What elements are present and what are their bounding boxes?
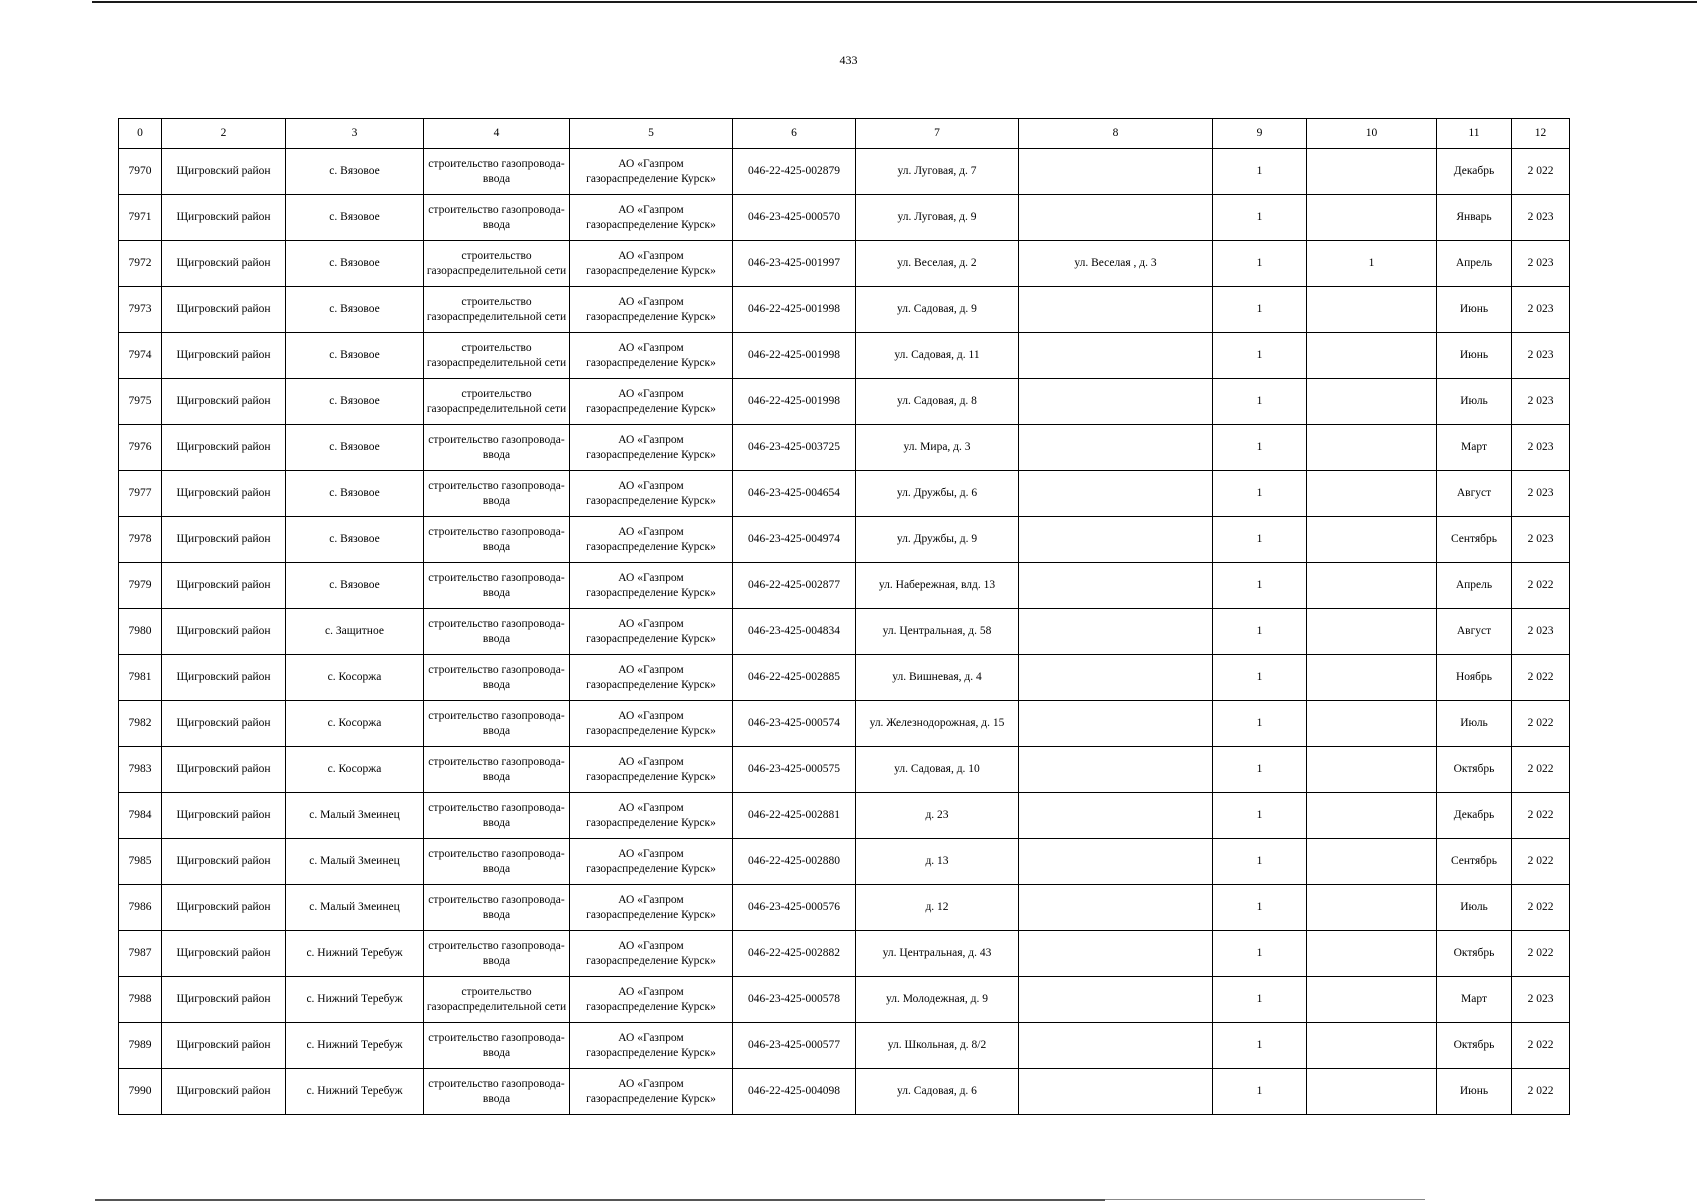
table-cell: с. Вязовое [286, 517, 424, 563]
table-cell: 1 [1213, 655, 1307, 701]
table-cell: строительство газопровода-ввода [424, 655, 570, 701]
table-cell: ул. Луговая, д. 9 [856, 195, 1019, 241]
table-cell: 7983 [119, 747, 162, 793]
table-cell: с. Вязовое [286, 333, 424, 379]
table-cell: 7970 [119, 149, 162, 195]
table-cell [1019, 333, 1213, 379]
table-cell: строительство газопровода-ввода [424, 195, 570, 241]
table-cell: 1 [1213, 425, 1307, 471]
table-cell: Октябрь [1437, 1023, 1512, 1069]
table-cell: 2 022 [1512, 1069, 1570, 1115]
table-cell: строительство газораспределительной сети [424, 379, 570, 425]
table-row [119, 747, 1570, 793]
table-cell: с. Нижний Теребуж [286, 1069, 424, 1115]
table-cell: ул. Веселая, д. 2 [856, 241, 1019, 287]
table-cell: Щигровский район [162, 747, 286, 793]
table-cell: строительство газопровода-ввода [424, 747, 570, 793]
table-cell: 7987 [119, 931, 162, 977]
table-cell: Щигровский район [162, 701, 286, 747]
table-body [119, 149, 1570, 1115]
table-row [119, 885, 1570, 931]
table-cell: 1 [1213, 241, 1307, 287]
table-cell: Декабрь [1437, 793, 1512, 839]
table-cell: 7990 [119, 1069, 162, 1115]
table-cell: 1 [1213, 517, 1307, 563]
table-cell: с. Косоржа [286, 701, 424, 747]
table-cell: 046-23-425-001997 [733, 241, 856, 287]
table-cell [1307, 747, 1437, 793]
table-cell: ул. Садовая, д. 11 [856, 333, 1019, 379]
table-cell: АО «Газпром газораспределение Курск» [570, 609, 733, 655]
column-header: 12 [1512, 119, 1570, 149]
table-cell: строительство газопровода-ввода [424, 149, 570, 195]
table-cell: 2 023 [1512, 609, 1570, 655]
table-cell: строительство газопровода-ввода [424, 471, 570, 517]
table-cell [1019, 1069, 1213, 1115]
table-cell [1307, 471, 1437, 517]
table-cell: ул. Железнодорожная, д. 15 [856, 701, 1019, 747]
table-cell: АО «Газпром газораспределение Курск» [570, 333, 733, 379]
table-cell [1307, 563, 1437, 609]
table-cell: ул. Садовая, д. 6 [856, 1069, 1019, 1115]
table-cell [1307, 195, 1437, 241]
table-cell: Щигровский район [162, 379, 286, 425]
table-cell: Июль [1437, 379, 1512, 425]
table-cell: 7972 [119, 241, 162, 287]
table-cell: ул. Садовая, д. 10 [856, 747, 1019, 793]
table-cell: 1 [1213, 609, 1307, 655]
table-cell: 046-22-425-002877 [733, 563, 856, 609]
table-cell: 046-22-425-004098 [733, 1069, 856, 1115]
table-cell: 7988 [119, 977, 162, 1023]
table-cell: Март [1437, 425, 1512, 471]
table-cell: 046-23-425-000576 [733, 885, 856, 931]
table-cell: 1 [1213, 701, 1307, 747]
table-cell: АО «Газпром газораспределение Курск» [570, 1023, 733, 1069]
table-cell [1307, 333, 1437, 379]
table-cell: АО «Газпром газораспределение Курск» [570, 287, 733, 333]
column-header: 9 [1213, 119, 1307, 149]
table-cell: 046-23-425-003725 [733, 425, 856, 471]
table-cell: 046-23-425-004974 [733, 517, 856, 563]
table-cell: строительство газопровода-ввода [424, 839, 570, 885]
table-cell: 2 023 [1512, 977, 1570, 1023]
table-row [119, 793, 1570, 839]
table-cell [1307, 609, 1437, 655]
table-cell: 046-23-425-000575 [733, 747, 856, 793]
table-cell: 2 022 [1512, 563, 1570, 609]
table-cell [1307, 149, 1437, 195]
table-cell: строительство газораспределительной сети [424, 287, 570, 333]
table-cell: 2 023 [1512, 241, 1570, 287]
table-cell: Июнь [1437, 333, 1512, 379]
table-cell [1307, 701, 1437, 747]
table-cell: Щигровский район [162, 885, 286, 931]
table-cell [1307, 287, 1437, 333]
table-cell: АО «Газпром газораспределение Курск» [570, 793, 733, 839]
table-cell: 2 022 [1512, 1023, 1570, 1069]
table-row [119, 1069, 1570, 1115]
table-cell: строительство газораспределительной сети [424, 241, 570, 287]
table-cell: Щигровский район [162, 149, 286, 195]
table-cell: Щигровский район [162, 287, 286, 333]
table-cell: АО «Газпром газораспределение Курск» [570, 747, 733, 793]
table-cell: Щигровский район [162, 471, 286, 517]
table-cell: с. Вязовое [286, 471, 424, 517]
table-cell: строительство газопровода-ввода [424, 563, 570, 609]
table-cell [1019, 655, 1213, 701]
table-cell: 046-23-425-004654 [733, 471, 856, 517]
table-cell: АО «Газпром газораспределение Курск» [570, 885, 733, 931]
table-cell: 2 023 [1512, 379, 1570, 425]
table-row [119, 287, 1570, 333]
table-cell: ул. Веселая , д. 3 [1019, 241, 1213, 287]
table-cell: Щигровский район [162, 241, 286, 287]
page-number: 433 [839, 53, 858, 67]
table-cell: 2 023 [1512, 195, 1570, 241]
table-cell: Август [1437, 609, 1512, 655]
table-cell: 7980 [119, 609, 162, 655]
table-cell: 7974 [119, 333, 162, 379]
table-cell: 1 [1213, 1069, 1307, 1115]
table-cell: Щигровский район [162, 425, 286, 471]
table-cell: Август [1437, 471, 1512, 517]
table-cell: Щигровский район [162, 195, 286, 241]
table-cell [1307, 1069, 1437, 1115]
table-cell: 7986 [119, 885, 162, 931]
table-cell: ул. Вишневая, д. 4 [856, 655, 1019, 701]
table-cell [1019, 563, 1213, 609]
table-cell: 046-22-425-002879 [733, 149, 856, 195]
table-cell: 2 022 [1512, 931, 1570, 977]
table-cell [1019, 517, 1213, 563]
table-row [119, 517, 1570, 563]
table-cell: Июль [1437, 885, 1512, 931]
table-cell: 7982 [119, 701, 162, 747]
table-cell [1307, 1023, 1437, 1069]
table-cell: с. Вязовое [286, 563, 424, 609]
table-cell: 2 022 [1512, 655, 1570, 701]
table-cell [1307, 425, 1437, 471]
table-cell: 046-23-425-000577 [733, 1023, 856, 1069]
table-cell: строительство газопровода-ввода [424, 885, 570, 931]
table-cell: АО «Газпром газораспределение Курск» [570, 655, 733, 701]
table-cell: Апрель [1437, 241, 1512, 287]
table-cell [1019, 977, 1213, 1023]
table-cell: строительство газораспределительной сети [424, 977, 570, 1023]
table-cell: 046-22-425-001998 [733, 333, 856, 379]
table-cell [1019, 195, 1213, 241]
table-cell: 1 [1213, 471, 1307, 517]
table-cell: Октябрь [1437, 747, 1512, 793]
table-cell: с. Вязовое [286, 379, 424, 425]
table-cell: Щигровский район [162, 793, 286, 839]
table-cell: 2 023 [1512, 471, 1570, 517]
table-cell: Апрель [1437, 563, 1512, 609]
table-cell: АО «Газпром газораспределение Курск» [570, 839, 733, 885]
table-cell: АО «Газпром газораспределение Курск» [570, 563, 733, 609]
table-cell: с. Вязовое [286, 287, 424, 333]
table-cell: Щигровский район [162, 609, 286, 655]
table-cell: 1 [1213, 793, 1307, 839]
table-cell: с. Вязовое [286, 425, 424, 471]
table-cell: АО «Газпром газораспределение Курск» [570, 241, 733, 287]
table-cell: 1 [1213, 977, 1307, 1023]
table-cell: ул. Набережная, влд. 13 [856, 563, 1019, 609]
table-cell [1019, 471, 1213, 517]
table-cell: 1 [1213, 747, 1307, 793]
header-row [119, 119, 1570, 149]
table-cell [1019, 1023, 1213, 1069]
table-cell: 7978 [119, 517, 162, 563]
table-cell: строительство газопровода-ввода [424, 1069, 570, 1115]
table-cell: ул. Центральная, д. 43 [856, 931, 1019, 977]
column-header: 7 [856, 119, 1019, 149]
table-cell: 046-22-425-002881 [733, 793, 856, 839]
table-cell: с. Вязовое [286, 195, 424, 241]
table-header [119, 119, 1570, 149]
table-cell: Щигровский район [162, 333, 286, 379]
table-cell: д. 23 [856, 793, 1019, 839]
table-cell: строительство газопровода-ввода [424, 425, 570, 471]
table-cell: 2 023 [1512, 287, 1570, 333]
table-cell: 2 023 [1512, 425, 1570, 471]
table-cell: ул. Молодежная, д. 9 [856, 977, 1019, 1023]
table-cell: строительство газопровода-ввода [424, 609, 570, 655]
table-row [119, 425, 1570, 471]
table-cell: Щигровский район [162, 655, 286, 701]
table-cell: Щигровский район [162, 517, 286, 563]
table-cell: 046-22-425-001998 [733, 287, 856, 333]
table-cell [1019, 931, 1213, 977]
table-cell: 1 [1213, 931, 1307, 977]
table-cell: АО «Газпром газораспределение Курск» [570, 977, 733, 1023]
table-cell: 2 023 [1512, 517, 1570, 563]
table-cell: с. Вязовое [286, 241, 424, 287]
table-cell: АО «Газпром газораспределение Курск» [570, 425, 733, 471]
table-cell [1307, 885, 1437, 931]
table-cell: 7985 [119, 839, 162, 885]
table-cell: ул. Садовая, д. 9 [856, 287, 1019, 333]
table-cell: АО «Газпром газораспределение Курск» [570, 931, 733, 977]
table-cell: 2 022 [1512, 793, 1570, 839]
table-cell [1307, 793, 1437, 839]
table-cell: Март [1437, 977, 1512, 1023]
table-cell: строительство газораспределительной сети [424, 333, 570, 379]
column-header: 11 [1437, 119, 1512, 149]
table-cell: ул. Школьная, д. 8/2 [856, 1023, 1019, 1069]
table-cell: 046-22-425-001998 [733, 379, 856, 425]
table-cell: 2 022 [1512, 701, 1570, 747]
table-cell [1019, 379, 1213, 425]
table-cell: строительство газопровода-ввода [424, 701, 570, 747]
table-cell: 1 [1213, 885, 1307, 931]
table-cell: 1 [1213, 333, 1307, 379]
table-cell: с. Косоржа [286, 655, 424, 701]
table-cell: ул. Дружбы, д. 9 [856, 517, 1019, 563]
table-cell [1019, 425, 1213, 471]
table-cell: АО «Газпром газораспределение Курск» [570, 517, 733, 563]
table-cell: 1 [1213, 1023, 1307, 1069]
table-cell: 7975 [119, 379, 162, 425]
table-cell: Июнь [1437, 287, 1512, 333]
column-header: 10 [1307, 119, 1437, 149]
table-cell [1307, 977, 1437, 1023]
table-cell: д. 12 [856, 885, 1019, 931]
table-cell: АО «Газпром газораспределение Курск» [570, 1069, 733, 1115]
scan-border-top [92, 1, 1697, 3]
table-row [119, 931, 1570, 977]
table-cell: ул. Дружбы, д. 6 [856, 471, 1019, 517]
table-cell: 1 [1213, 379, 1307, 425]
column-header: 6 [733, 119, 856, 149]
table-cell: Декабрь [1437, 149, 1512, 195]
table-cell [1307, 655, 1437, 701]
column-header: 0 [119, 119, 162, 149]
table-cell: 1 [1213, 839, 1307, 885]
table-row [119, 563, 1570, 609]
table-cell: АО «Газпром газораспределение Курск» [570, 379, 733, 425]
table-cell: Июль [1437, 701, 1512, 747]
table-row [119, 333, 1570, 379]
table-cell: Ноябрь [1437, 655, 1512, 701]
table-cell: Щигровский район [162, 1023, 286, 1069]
table-cell [1019, 609, 1213, 655]
table-cell: 2 022 [1512, 885, 1570, 931]
table-row [119, 149, 1570, 195]
table-cell: строительство газопровода-ввода [424, 931, 570, 977]
table-cell: с. Малый Змеинец [286, 793, 424, 839]
table-cell [1019, 287, 1213, 333]
table-cell [1019, 839, 1213, 885]
table-row [119, 241, 1570, 287]
table-cell: Щигровский район [162, 977, 286, 1023]
table-row [119, 839, 1570, 885]
table-cell: с. Косоржа [286, 747, 424, 793]
table-cell: строительство газопровода-ввода [424, 793, 570, 839]
table-cell: АО «Газпром газораспределение Курск» [570, 701, 733, 747]
table-cell: 2 022 [1512, 839, 1570, 885]
table-cell: 046-23-425-000574 [733, 701, 856, 747]
table-cell: 7971 [119, 195, 162, 241]
table-cell: АО «Газпром газораспределение Курск» [570, 471, 733, 517]
table-cell [1307, 931, 1437, 977]
table-cell: ул. Мира, д. 3 [856, 425, 1019, 471]
table-cell: Щигровский район [162, 563, 286, 609]
table-cell: Июнь [1437, 1069, 1512, 1115]
table-cell: с. Нижний Теребуж [286, 977, 424, 1023]
column-header: 4 [424, 119, 570, 149]
table-cell: Щигровский район [162, 839, 286, 885]
table-cell: Сентябрь [1437, 517, 1512, 563]
table-cell: строительство газопровода-ввода [424, 517, 570, 563]
table-cell: 2 022 [1512, 149, 1570, 195]
table-cell: 7979 [119, 563, 162, 609]
table-cell: д. 13 [856, 839, 1019, 885]
table-cell: 046-22-425-002880 [733, 839, 856, 885]
table-cell: Октябрь [1437, 931, 1512, 977]
table-cell: 1 [1213, 287, 1307, 333]
table-cell: 1 [1213, 563, 1307, 609]
table-cell: с. Нижний Теребуж [286, 1023, 424, 1069]
table-cell: с. Малый Змеинец [286, 839, 424, 885]
table-cell [1019, 149, 1213, 195]
table-cell: с. Защитное [286, 609, 424, 655]
table-cell: Сентябрь [1437, 839, 1512, 885]
column-header: 3 [286, 119, 424, 149]
table-cell: с. Малый Змеинец [286, 885, 424, 931]
column-header: 2 [162, 119, 286, 149]
table-cell [1307, 379, 1437, 425]
table-cell [1019, 701, 1213, 747]
table-row [119, 195, 1570, 241]
table-cell: 7976 [119, 425, 162, 471]
table-cell: строительство газопровода-ввода [424, 1023, 570, 1069]
table-row [119, 701, 1570, 747]
table-cell [1019, 747, 1213, 793]
table-cell: с. Нижний Теребуж [286, 931, 424, 977]
table-cell: 7977 [119, 471, 162, 517]
table-cell: 7989 [119, 1023, 162, 1069]
table-cell: Щигровский район [162, 931, 286, 977]
table-cell: Январь [1437, 195, 1512, 241]
table-row [119, 379, 1570, 425]
table-cell: 046-23-425-004834 [733, 609, 856, 655]
table-cell: ул. Луговая, д. 7 [856, 149, 1019, 195]
table-cell: АО «Газпром газораспределение Курск» [570, 195, 733, 241]
table-row [119, 609, 1570, 655]
table-cell: 1 [1213, 149, 1307, 195]
table-row [119, 977, 1570, 1023]
table-cell: 046-22-425-002885 [733, 655, 856, 701]
table-cell: 046-23-425-000570 [733, 195, 856, 241]
table-cell: 2 023 [1512, 333, 1570, 379]
table-cell: Щигровский район [162, 1069, 286, 1115]
table-cell: ул. Садовая, д. 8 [856, 379, 1019, 425]
column-header: 8 [1019, 119, 1213, 149]
table-cell: 1 [1213, 195, 1307, 241]
table-cell [1019, 885, 1213, 931]
column-header: 5 [570, 119, 733, 149]
table-cell: с. Вязовое [286, 149, 424, 195]
table-cell: 046-23-425-000578 [733, 977, 856, 1023]
table-cell: 7984 [119, 793, 162, 839]
table-row [119, 655, 1570, 701]
table-cell: 046-22-425-002882 [733, 931, 856, 977]
table-cell: 2 022 [1512, 747, 1570, 793]
table-cell [1019, 793, 1213, 839]
table-row [119, 1023, 1570, 1069]
table-cell: ул. Центральная, д. 58 [856, 609, 1019, 655]
table-cell: 7973 [119, 287, 162, 333]
table-cell: 1 [1307, 241, 1437, 287]
table-cell [1307, 517, 1437, 563]
table-cell: 7981 [119, 655, 162, 701]
table-cell [1307, 839, 1437, 885]
table-cell: АО «Газпром газораспределение Курск» [570, 149, 733, 195]
registry-table [118, 118, 1570, 1115]
table-row [119, 471, 1570, 517]
